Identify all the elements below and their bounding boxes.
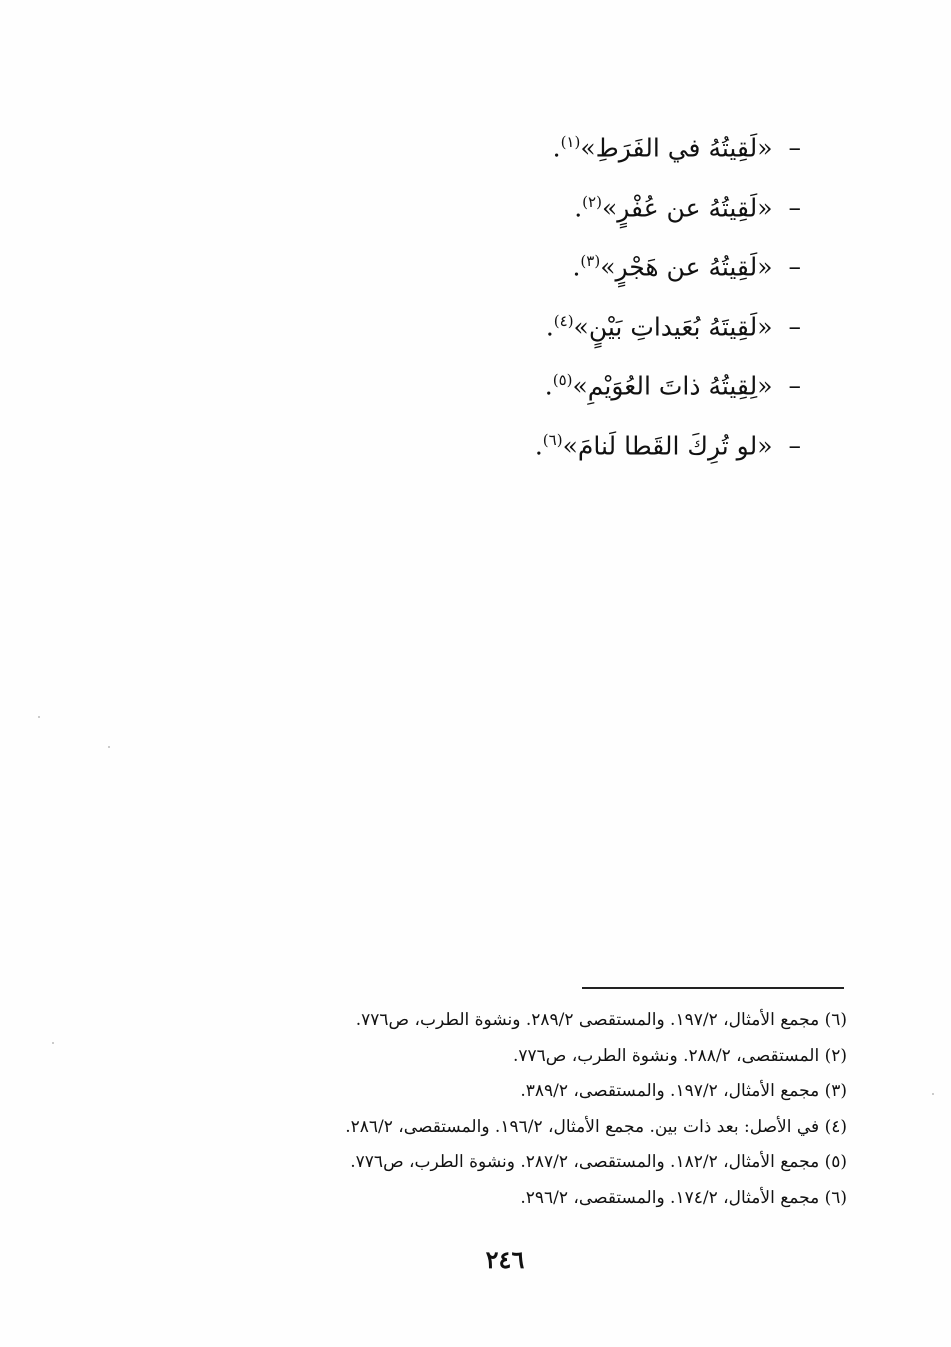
- page-number: ٢٤٦: [485, 1245, 525, 1274]
- proverb-list: [381, 118, 801, 475]
- scan-speck: [108, 746, 110, 748]
- proverb-text: «لَقِيتُهُ عن عُفْرٍ»: [601, 192, 773, 222]
- proverb-period: .: [552, 133, 561, 163]
- scan-speck: [38, 716, 40, 718]
- proverb-line: [381, 297, 801, 357]
- proverb-dash: –: [788, 430, 801, 460]
- proverb-line: [381, 178, 801, 238]
- proverb-period: .: [545, 311, 554, 341]
- proverb-text: «لَقِيتَهُ بُعَيداتِ بَيْنٍ»: [573, 311, 773, 341]
- footnote-marker: (١): [560, 133, 581, 151]
- proverb-text: «لَقِيتُهُ عن هَجْرٍ»: [600, 252, 773, 282]
- footnote-separator: [582, 987, 844, 989]
- footnote-marker: (٤): [553, 311, 574, 330]
- footnote-marker: (٢): [582, 192, 602, 211]
- proverb-dash: –: [788, 371, 801, 401]
- proverb-line: [381, 237, 801, 297]
- proverb-dash: –: [788, 252, 801, 282]
- proverb-period: .: [534, 430, 543, 460]
- proverb-dash: –: [788, 192, 801, 222]
- proverb-period: .: [544, 371, 553, 401]
- proverb-text: «لو تُرِكَ القَطا لَنامَ»: [562, 430, 773, 460]
- footnote-marker: (٦): [542, 430, 563, 449]
- proverb-line: [381, 118, 801, 178]
- footnote: (٢) المستقصى، ٢٨٨/٢. ونشوة الطرب، ص٧٧٦.: [512, 1045, 847, 1066]
- proverb-line: [381, 356, 801, 416]
- footnote: (٣) مجمع الأمثال، ١٩٧/٢. والمستقصى، ٣٨٩/٢.: [520, 1081, 847, 1102]
- footnote-marker: (٣): [580, 252, 601, 270]
- footnote-marker: (٥): [552, 371, 573, 389]
- footnote: (٦) مجمع الأمثال، ١٧٤/٢. والمستقصى، ٢٩٦/٢.: [520, 1187, 847, 1208]
- proverb-dash: –: [788, 311, 801, 341]
- scan-speck: [52, 1042, 54, 1044]
- proverb-text: «لِقِيتُهُ ذاتَ العُوَيْمِ»: [572, 371, 773, 401]
- scan-speck: [932, 1093, 934, 1095]
- footnote: (٥) مجمع الأمثال، ١٨٢/٢. والمستقصى، ٢٨٧/٢. ونشوة الطرب، ص٧٧٦.: [350, 1152, 847, 1173]
- footnote-list: [287, 1003, 847, 1217]
- proverb-dash: –: [788, 133, 801, 163]
- footnote: (٦) مجمع الأمثال، ١٩٧/٢. والمستقصى ٢٨٩/٢. ونشوة الطرب، ص٧٧٦.: [355, 1010, 847, 1030]
- footnote: (٤) في الأصل: بعد ذات بين. مجمع الأمثال، ١٩٦/٢. والمستقصى، ٢٨٦/٢.: [345, 1116, 847, 1137]
- proverb-line: [381, 416, 801, 476]
- proverb-period: .: [574, 192, 583, 222]
- proverb-text: «لَقِيتُهُ في الفَرَطِ»: [580, 133, 773, 163]
- proverb-period: .: [572, 252, 581, 282]
